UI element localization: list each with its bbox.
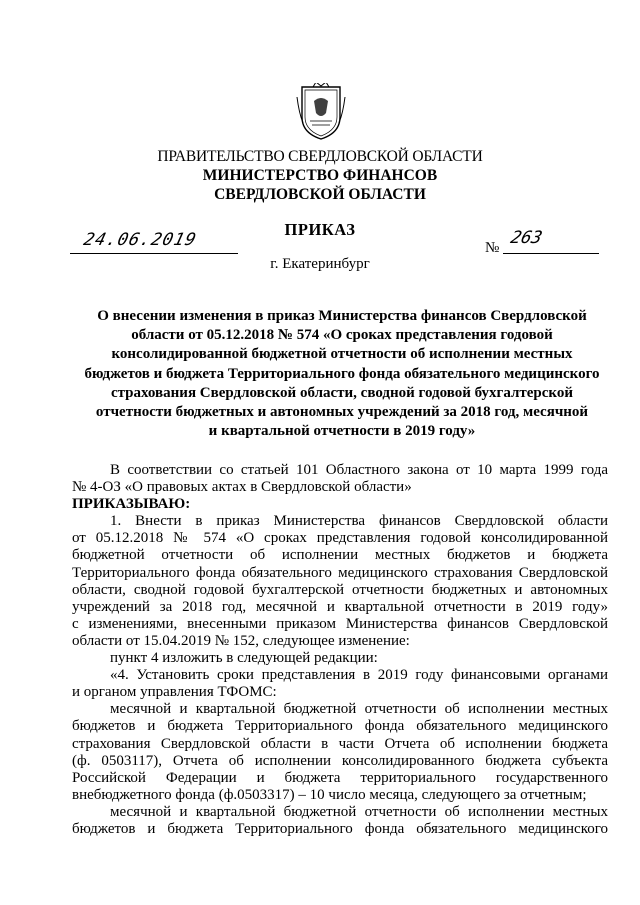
- order-body: [72, 462, 608, 838]
- heading-line: бюджетов и бюджета Территориального фонда обязательного медицинского: [84, 365, 600, 382]
- item1-line: от 05.12.2018 № 574 «О сроках представления годовой консолидированной: [72, 530, 608, 547]
- number-sign: №: [485, 240, 500, 256]
- point4-line: «4. Установить сроки представления в 2019 году финансовыми органами: [110, 667, 608, 684]
- monthly-report-line-2: месячной и квартальной бюджетной отчетности об исполнении местных: [110, 803, 608, 820]
- document-type: ПРИКАЗ: [284, 220, 356, 239]
- monthly-report-line: бюджетов и бюджета Территориального фонда обязательного медицинского: [72, 718, 608, 735]
- point4-intro: пункт 4 изложить в следующей редакции:: [110, 650, 378, 667]
- monthly-report-line: Российской Федерации и бюджета территориального государственного: [72, 769, 608, 786]
- ministry-region: СВЕРДЛОВСКОЙ ОБЛАСТИ: [214, 186, 426, 203]
- coat-of-arms-icon: [296, 83, 346, 141]
- item1-line: области от 15.04.2019 № 152, следующее изменение:: [72, 632, 410, 649]
- heading-line: и квартальной отчетности в 2019 году»: [208, 423, 476, 440]
- item1-line: бюджетной отчетности об исполнении местных бюджетов и бюджета: [72, 547, 608, 564]
- government-name: ПРАВИТЕЛЬСТВО СВЕРДЛОВСКОЙ ОБЛАСТИ: [157, 148, 483, 165]
- item1-line: Территориального фонда обязательного медицинского страхования Свердловской: [72, 564, 608, 581]
- date-underline: [70, 253, 238, 254]
- heading-line: консолидированной бюджетной отчетности об исполнении местных: [111, 346, 573, 363]
- preamble-line: № 4-ОЗ «О правовых актах в Свердловской области»: [72, 479, 412, 496]
- item1-line: 1. Внести в приказ Министерства финансов Свердловской области: [110, 513, 608, 530]
- monthly-report-line: страхования Свердловской области в части Отчета об исполнении бюджета: [72, 735, 608, 752]
- heading-line: О внесении изменения в приказ Министерства финансов Свердловской: [97, 308, 587, 324]
- item1-line: учреждений за 2018 год, месячной и квартальной отчетности в 2019 году»: [72, 598, 608, 615]
- monthly-report-line-2: бюджетов и бюджета Территориального фонда обязательного медицинского: [72, 820, 608, 837]
- heading-line: области от 05.12.2018 № 574 «О сроках представления годовой: [131, 327, 553, 344]
- order-heading: [72, 307, 612, 441]
- item1-line: с изменениями, внесенными приказом Министерства финансов Свердловской: [72, 615, 608, 632]
- heading-line: отчетности бюджетных и автономных учреждений за 2018 год, месячной: [95, 404, 589, 421]
- monthly-report-line: (ф. 0503117), Отчета об исполнении консолидированного бюджета субъекта: [72, 752, 608, 769]
- heading-line: страхования Свердловской области, сводной годовой бухгалтерской: [110, 384, 574, 401]
- city: г. Екатеринбург: [270, 256, 370, 272]
- handwritten-number: 263: [508, 228, 545, 248]
- monthly-report-line: внебюджетного фонда (ф.0503317) – 10 число месяца, следующего за отчетным;: [72, 786, 587, 803]
- item1-line: области, сводной годовой бухгалтерской отчетности бюджетных и автономных: [72, 581, 608, 598]
- ministry-name: МИНИСТЕРСТВО ФИНАНСОВ: [202, 167, 438, 184]
- preamble-line: В соответствии со статьей 101 Областного закона от 10 марта 1999 года: [110, 462, 608, 478]
- point4-line: и органом управления ТФОМС:: [72, 684, 277, 701]
- number-underline: [503, 253, 599, 254]
- handwritten-date: 24.06.2019: [81, 230, 199, 250]
- monthly-report-line: месячной и квартальной бюджетной отчетности об исполнении местных: [110, 701, 608, 718]
- order-word: ПРИКАЗЫВАЮ:: [72, 496, 191, 513]
